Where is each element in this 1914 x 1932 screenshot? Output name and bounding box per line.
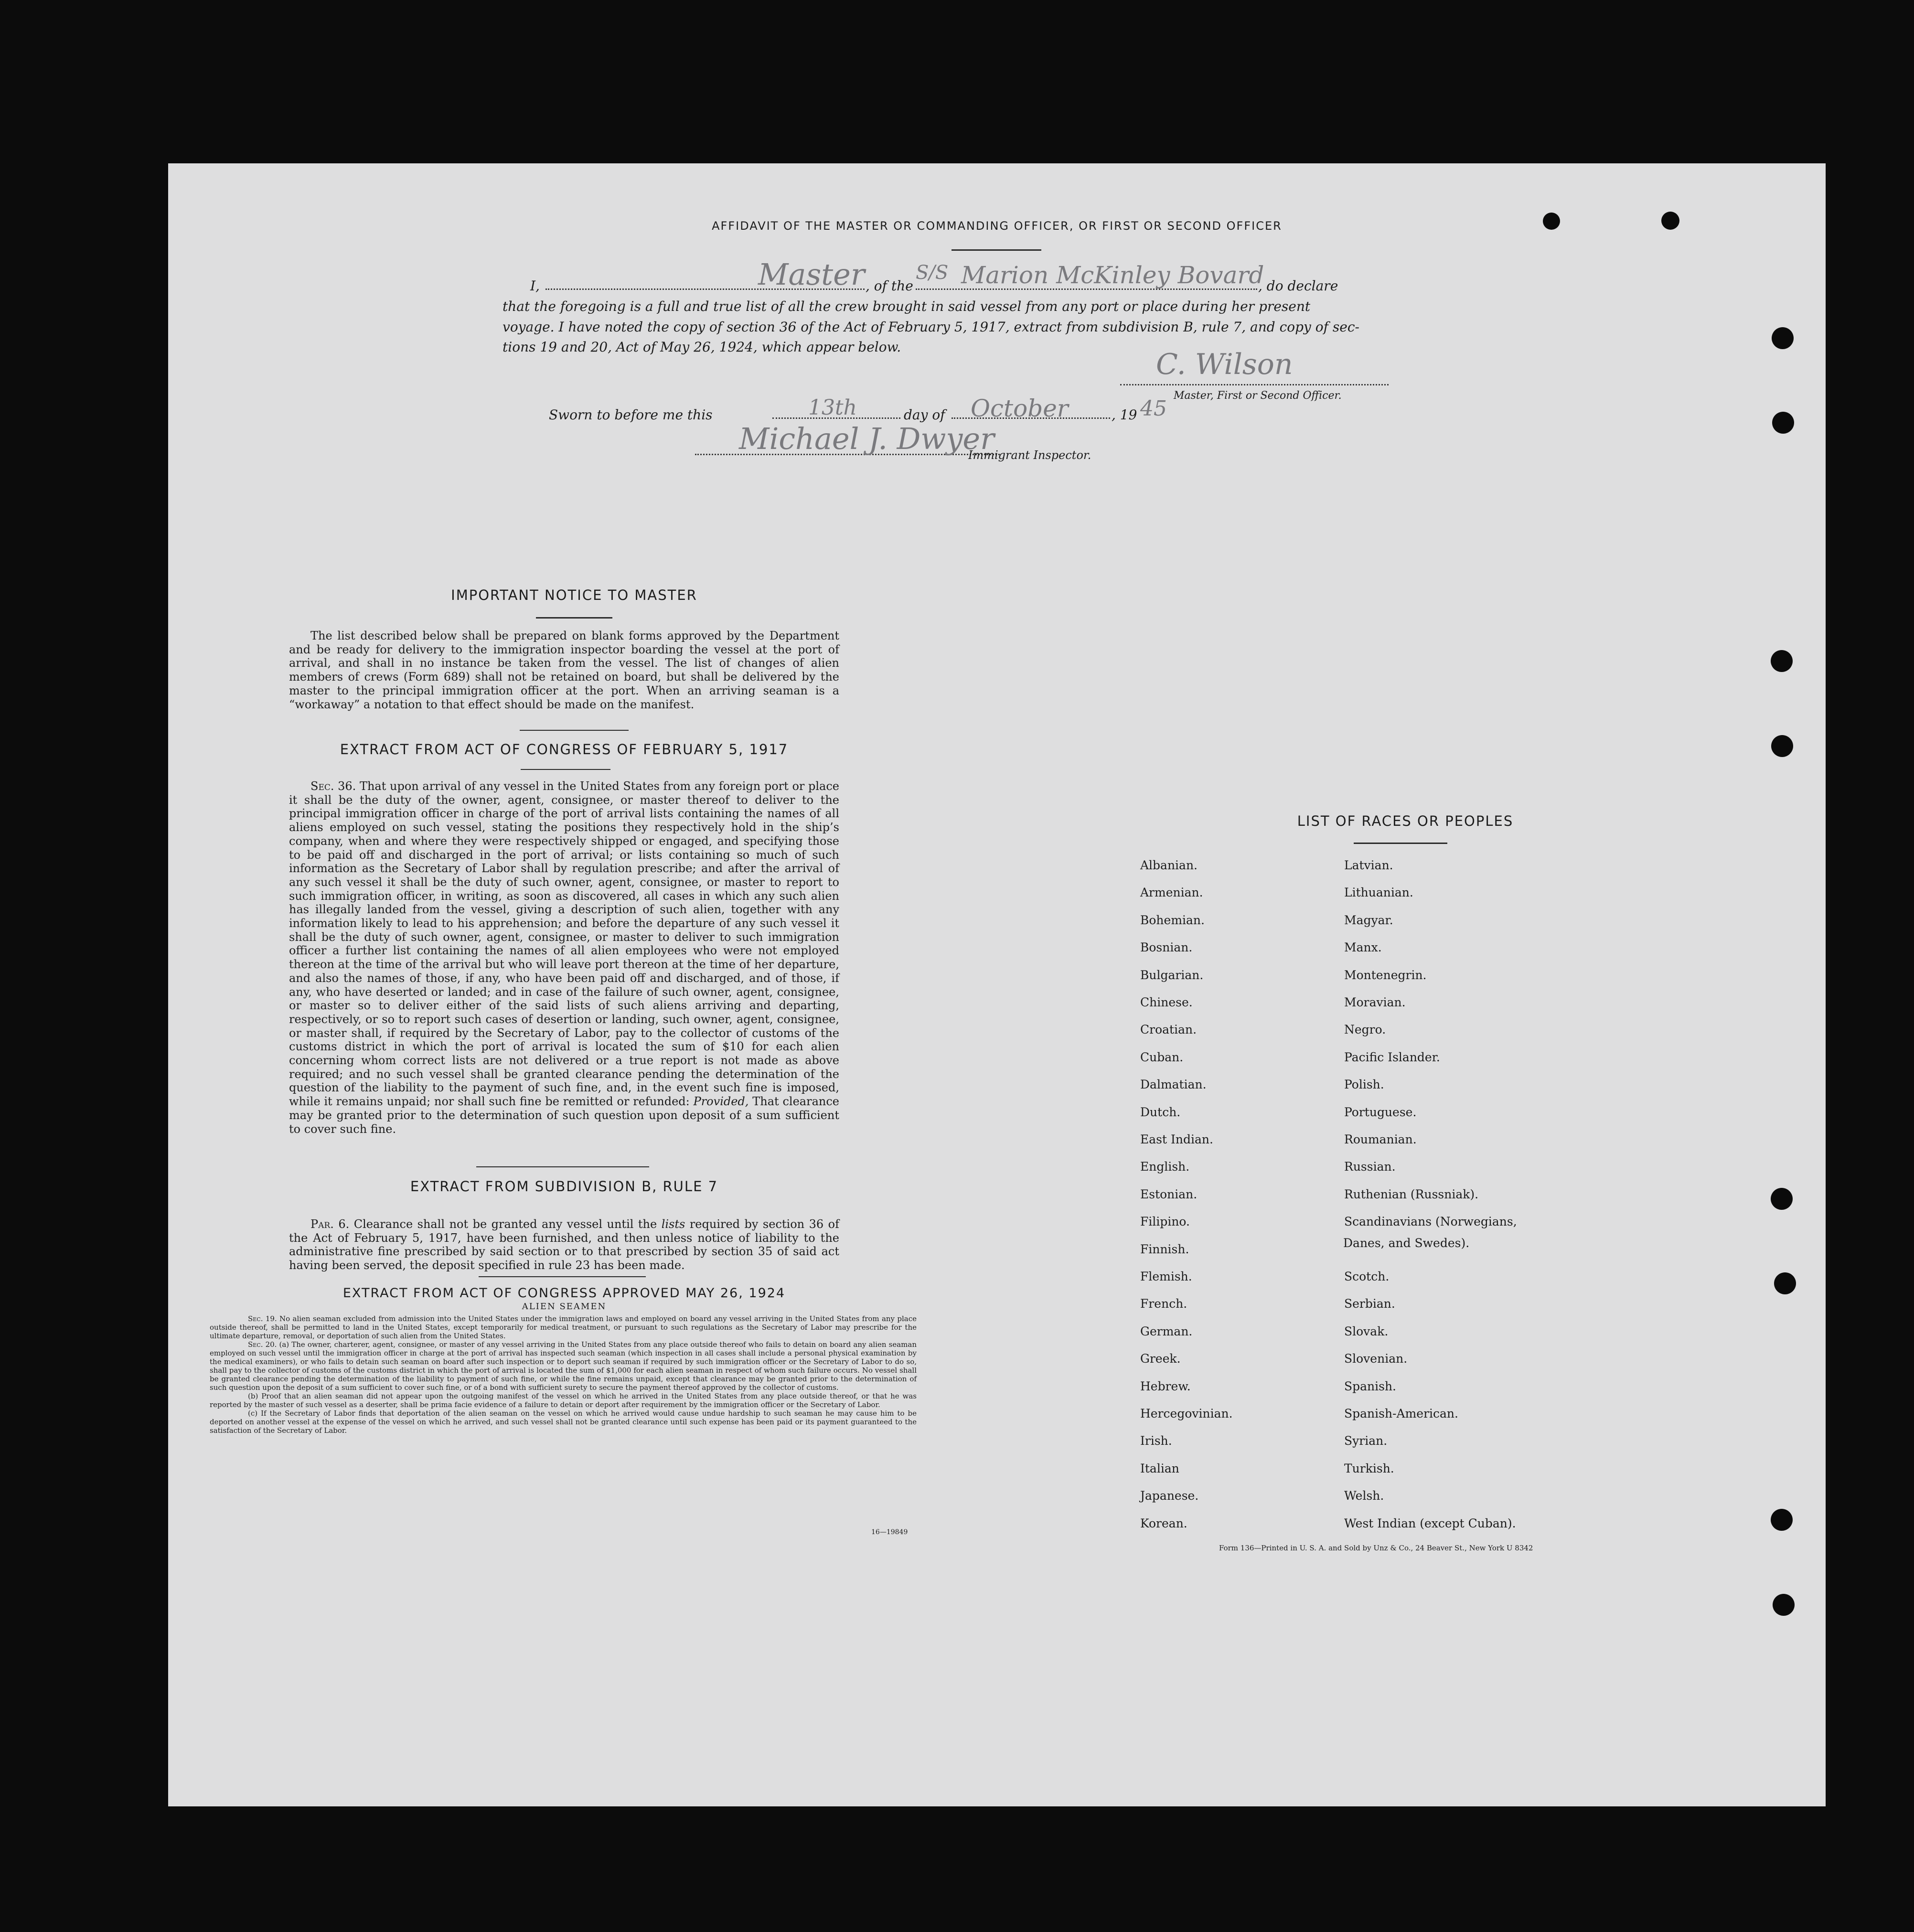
sec-20-c: (c) If the Secretary of Labor finds that deportation of the alien seaman on the vessel on which he arrived would cause undue hardship to such seaman he may cause him to be deported on another vessel at the expense of the vessel on which he arrived, and such vessel shall not be granted clearance until such expense has been paid or its payment guaranteed to the satisfaction of the Secretary of Labor.: [210, 1409, 917, 1435]
lists-word: lists: [661, 1217, 685, 1231]
sec-19: [210, 1314, 917, 1340]
race-item-right: Welsh.: [1344, 1489, 1384, 1503]
race-item-left: Bosnian.: [1140, 940, 1193, 955]
punch-hole: [1771, 735, 1793, 757]
race-item-left: Chinese.: [1140, 995, 1193, 1009]
divider: [1354, 843, 1447, 844]
race-item-left: Cuban.: [1140, 1050, 1184, 1064]
affidavit-i: I,: [530, 278, 540, 294]
race-item-right: Spanish.: [1344, 1379, 1397, 1393]
race-item-right: Manx.: [1344, 940, 1382, 955]
race-item-left: Flemish.: [1140, 1270, 1192, 1283]
race-item-right: Lithuanian.: [1344, 886, 1413, 900]
handwritten-year: 45: [1140, 396, 1167, 421]
divider: [479, 1276, 646, 1277]
race-item-right: Turkish.: [1344, 1461, 1394, 1475]
divider: [521, 769, 610, 770]
sec-36-label: Sec. 36.: [310, 779, 356, 793]
race-item-left: German.: [1140, 1324, 1193, 1338]
race-item-right: Serbian.: [1344, 1297, 1395, 1311]
affidavit-line-2: that the foregoing is a full and true list of all the crew brought in said vessel from any port or place during her present: [503, 299, 1311, 314]
proviso-text: That clearance may be granted prior to the determination of such question upon deposit of a sum sufficient to cover such fine.: [289, 1095, 839, 1136]
sec-36-body: That upon arrival of any vessel in the United States from any foreign port or place it shall be the duty of the owner, agent, consignee, or master thereof to deliver to the principal immigration officer in charge of the port of arrival lists containing the names of all aliens employed on such vessel, stating the positions they respectively hold in the ship’s company, when and where they were respectively shipped or engaged, and specifying those to be paid off and discharged in the port of arrival; or lists containing so much of such information as the Secretary of Labor shall by regulation prescribe; and after the arrival of any such vessel it shall be the duty of such owner, agent, consignee, or master to report to such immigration officer, in writing, as soon as discovered, all cases in which any such alien has illegally landed from the vessel, giving a description of such alien, together with any information likely to lead to his apprehension; and before the departure of any such vessel it shall be the duty of such owner, agent, consignee, or master to deliver to such immigration officer a further list containing the names of all alien employees who were not employed thereon at the time of the arrival but who will leave port thereon at the time of her departure, and also the names of those, if any, who have been paid off and discharged, and of those, if any, who have deserted or landed; and in case of the failure of such owner, agent, consignee, or master so to deliver either of the said lists of such aliens arriving and departing, respectively, or so to report such cases of desertion or landing, such owner, agent, consignee, or master shall, if required by the Secretary of Labor, pay to the collector of customs of the customs district in which the port of arrival is located the sum of $10 for each alien concerning whom correct lists are not delivered or a true report is not made as above required; and no such vessel shall be granted clearance pending the determination of the question of the liability to the payment of such fine, and, in the event such fine is imposed, while it remains unpaid; nor shall such fine be remitted or refunded:: [289, 779, 839, 1109]
race-item-left: Bulgarian.: [1140, 968, 1204, 982]
races-title: LIST OF RACES OR PEOPLES: [1297, 813, 1514, 829]
act-1924-subtitle: ALIEN SEAMEN: [522, 1302, 607, 1312]
sworn-year-prefix: , 19: [1112, 407, 1137, 423]
divider: [520, 730, 629, 731]
race-item-left: Greek.: [1140, 1352, 1181, 1366]
act-1924-text: [210, 1314, 917, 1435]
printer-footer: Form 136—Printed in U. S. A. and Sold by Unz & Co., 24 Beaver St., New York U 8342: [1219, 1544, 1533, 1552]
sworn-prefix: Sworn to before me this: [549, 407, 713, 423]
race-item-left: Dalmatian.: [1140, 1078, 1207, 1092]
race-item-right: Slovak.: [1344, 1324, 1389, 1338]
race-item-left: Finnish.: [1140, 1242, 1189, 1256]
sec-19-body: No alien seaman excluded from admission into the United States under the immigration laws and employed on board any vessel arriving in the United States from any place outside thereof, shall be permitted to land in the United States, except temporarily for medical treatment, or pursuant to such regulations as the Secretary of Labor may prescribe for the ultimate departure, removal, or deportation of such alien from the United States.: [210, 1314, 917, 1340]
race-item-right: Moravian.: [1344, 995, 1406, 1009]
act-1917-title: EXTRACT FROM ACT OF CONGRESS OF FEBRUARY 5, 1917: [340, 741, 789, 758]
punch-hole: [1771, 1188, 1793, 1210]
race-item-left: East Indian.: [1140, 1132, 1213, 1146]
race-item-left: Dutch.: [1140, 1105, 1181, 1119]
punch-hole: [1772, 412, 1794, 434]
master-signature: C. Wilson: [1156, 348, 1293, 381]
proviso-label: Provided,: [693, 1095, 749, 1109]
affidavit-of-the: , of the: [866, 278, 913, 294]
signature-caption: Master, First or Second Officer.: [1174, 390, 1342, 402]
race-item-right: Slovenian.: [1344, 1352, 1408, 1366]
race-item-right: Negro.: [1344, 1023, 1386, 1037]
race-item-right: Ruthenian (Russniak).: [1344, 1187, 1479, 1201]
inspector-signature: Michael J. Dwyer: [739, 421, 994, 456]
notice-body: The list described below shall be prepared on blank forms approved by the Department and be ready for delivery to the immigration inspector boarding the vessel at the port of arrival, and shall in no instance be taken from the vessel. The list of changes of alien members of crews (Form 689) shall not be retained on board, but shall be delivered by the master to the principal immigration officer at the port. When an arriving seaman is a “workaway” a notation to that effect should be made on the manifest.: [289, 629, 839, 711]
race-item-left: English.: [1140, 1160, 1190, 1174]
race-item-right: Scotch.: [1344, 1270, 1390, 1283]
race-item-right: Syrian.: [1344, 1434, 1388, 1448]
divider: [536, 617, 612, 619]
punch-hole: [1773, 1594, 1795, 1616]
race-item-right: Spanish-American.: [1344, 1407, 1458, 1420]
race-item-right: Portuguese.: [1344, 1105, 1417, 1119]
race-item-left: Croatian.: [1140, 1023, 1197, 1037]
race-item-left: Hercegovinian.: [1140, 1407, 1233, 1420]
document-page: [168, 163, 1826, 1806]
race-item-left: Filipino.: [1140, 1215, 1190, 1229]
rule-7-paragraph-6: [289, 1217, 839, 1272]
handwritten-month: October: [971, 395, 1069, 422]
race-item-right: Russian.: [1344, 1160, 1396, 1174]
handwritten-day: 13th: [808, 395, 857, 420]
race-item-left: Albanian.: [1140, 858, 1198, 872]
affidavit-line-4: tions 19 and 20, Act of May 26, 1924, which appear below.: [503, 339, 901, 355]
race-item-right: Magyar.: [1344, 913, 1393, 927]
punch-hole: [1771, 650, 1793, 672]
punch-hole: [1661, 212, 1679, 230]
race-item-right: Roumanian.: [1344, 1132, 1417, 1146]
race-item-right: Polish.: [1344, 1078, 1384, 1092]
par-6-label: Par. 6.: [310, 1217, 350, 1231]
sec-20-b: (b) Proof that an alien seaman did not appear upon the outgoing manifest of the vessel on which he arrived in the United States from any place outside thereof, or that he was reported by the master of such vessel as a deserter, shall be prima facie evidence of a failure to detain or deport after requirement by the immigration officer or the Secretary of Labor.: [210, 1392, 917, 1409]
divider: [952, 249, 1041, 251]
affidavit-line-3: voyage. I have noted the copy of section 36 of the Act of February 5, 1917, extract from subdivision B, rule 7, and copy of sec-: [503, 319, 1359, 335]
race-item-left: Estonian.: [1140, 1187, 1198, 1201]
handwritten-vessel-name: Marion McKinley Bovard: [961, 261, 1264, 289]
act-1917-section-36: [289, 779, 839, 1136]
race-item-left: Italian: [1140, 1461, 1179, 1475]
race-item-left: Irish.: [1140, 1434, 1172, 1448]
race-item-left: Armenian.: [1140, 886, 1203, 900]
punch-hole: [1772, 327, 1794, 349]
race-item-left: Bohemian.: [1140, 913, 1205, 927]
race-item-left: French.: [1140, 1297, 1187, 1311]
affidavit-do-declare: , do declare: [1258, 278, 1338, 294]
race-item-left: Hebrew.: [1140, 1379, 1191, 1393]
race-item-right: Scandinavians (Norwegians,: [1344, 1215, 1517, 1229]
par-6-body-a: Clearance shall not be granted any vessel until the: [353, 1217, 657, 1231]
sec-20-a: [210, 1340, 917, 1392]
punch-hole: [1774, 1272, 1796, 1294]
inspector-caption: Immigrant Inspector.: [968, 448, 1091, 462]
sec-20-label: Sec. 20.: [248, 1340, 277, 1349]
race-item-right: Pacific Islander.: [1344, 1050, 1440, 1064]
race-item-left: Korean.: [1140, 1516, 1187, 1530]
signature-line: [1120, 384, 1389, 385]
handwritten-vessel-prefix: S/S: [916, 262, 949, 284]
affidavit-title: AFFIDAVIT OF THE MASTER OR COMMANDING OFFICER, OR FIRST OR SECOND OFFICER: [712, 219, 1282, 233]
race-item-right: West Indian (except Cuban).: [1344, 1516, 1516, 1530]
par-6-body-b: required by section 36 of the Act of February 5, 1917, have been furnished, and then unless notice of liability to the administrative fine prescribed by said section or to that prescribed by section 35 of said act having been served, the deposit specified in rule 23 has been made.: [289, 1217, 839, 1272]
race-item-right: Montenegrin.: [1344, 968, 1427, 982]
form-code: 16—19849: [871, 1528, 908, 1536]
handwritten-rank: Master: [758, 257, 865, 292]
punch-hole: [1771, 1509, 1793, 1531]
sworn-day-of: day of: [904, 407, 945, 423]
rule-7-title: EXTRACT FROM SUBDIVISION B, RULE 7: [410, 1178, 718, 1195]
race-item-left: Japanese.: [1140, 1489, 1199, 1503]
notice-title: IMPORTANT NOTICE TO MASTER: [451, 587, 697, 603]
race-item-scandinavians-cont: Danes, and Swedes).: [1343, 1236, 1470, 1250]
race-item-right: Latvian.: [1344, 858, 1393, 872]
punch-hole: [1543, 213, 1560, 230]
act-1924-title: EXTRACT FROM ACT OF CONGRESS APPROVED MAY 26, 1924: [342, 1286, 786, 1301]
sec-19-label: Sec. 19.: [248, 1314, 277, 1323]
sec-20-a-body: (a) The owner, charterer, agent, consignee, or master of any vessel arriving in the United States from any place outside thereof who fails to detain on board any alien seaman employed on such vessel until the immigration officer in charge at the port of arrival has inspected such seaman (which inspection in all cases shall include a personal physical examination by the medical examiners), or who fails to detain such seaman on board after such inspection or to deport such seaman if required by such immigration officer or the Secretary of Labor to do so, shall pay to the collector of customs of the customs district in which the port of arrival is located the sum of $1,000 for each alien seaman in respect of whom such failure occurs. No vessel shall be granted clearance pending the determination of the liability to payment of such fine, or while the fine remains unpaid, except that clearance may be granted prior to the determination of such question upon the deposit of a sum sufficient to cover such fine, or of a bond with sufficient surety to secure the payment thereof approved by the collector of customs.: [210, 1340, 917, 1392]
divider: [476, 1166, 649, 1167]
